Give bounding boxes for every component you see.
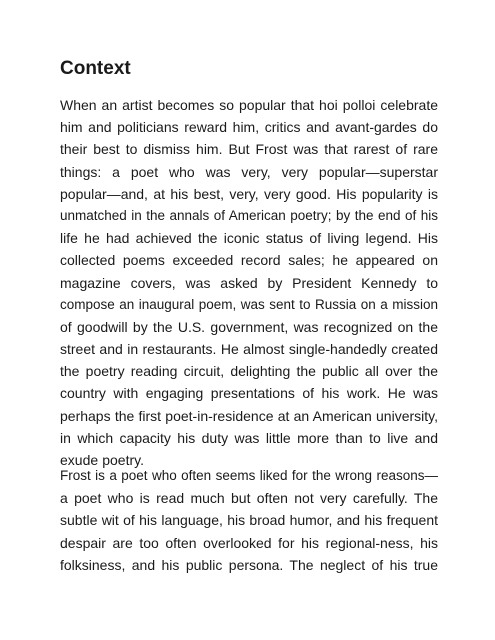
text-line: despair are too often overlooked for his regional-ness, his — [60, 534, 438, 551]
text-line: life he had achieved the iconic status of living legend. His — [60, 230, 438, 247]
text-line: popular—and, at his best, very, very good. His popularity is — [60, 185, 438, 202]
text-line: a poet who is read much but often not very carefully. The — [60, 490, 438, 507]
text-line: exude poetry. — [60, 452, 144, 468]
text-line: compose an inaugural poem, was sent to Russia on a mission — [60, 296, 438, 312]
text-line: subtle wit of his language, his broad humor, and his frequent — [60, 512, 438, 529]
text-line: folksiness, and his public persona. The neglect of his true — [60, 556, 438, 573]
text-line: collected poems exceeded record sales; he appeared on — [60, 252, 438, 269]
text-line: street and in restaurants. He almost single-handedly created — [60, 341, 438, 358]
text-line: him and politicians reward him, critics and avant-gardes do — [60, 119, 438, 136]
text-line: unmatched in the annals of American poetry; by the end of his — [60, 207, 438, 223]
text-line: When an artist becomes so popular that hoi polloi celebrate — [60, 97, 438, 113]
text-line: things: a poet who was very, very popular—superstar — [60, 163, 438, 180]
text-line: perhaps the first poet-in-residence at an American university, — [60, 407, 438, 424]
text-line: country with engaging presentations of his work. He was — [60, 385, 438, 402]
text-line: of goodwill by the U.S. government, was recognized on the — [60, 318, 438, 335]
section-heading: Context — [60, 58, 131, 79]
text-line: the poetry reading circuit, delighting the public all over the — [60, 363, 438, 380]
text-line: their best to dismiss him. But Frost was that rarest of rare — [60, 141, 438, 158]
paragraph-1 — [60, 94, 438, 471]
text-line: in which capacity his duty was little more than to live and — [60, 429, 438, 446]
text-line: magazine covers, was asked by President Kennedy to — [60, 274, 438, 291]
text-line: Frost is a poet who often seems liked for the wrong reasons— — [60, 468, 438, 483]
paragraph-2 — [60, 465, 438, 576]
